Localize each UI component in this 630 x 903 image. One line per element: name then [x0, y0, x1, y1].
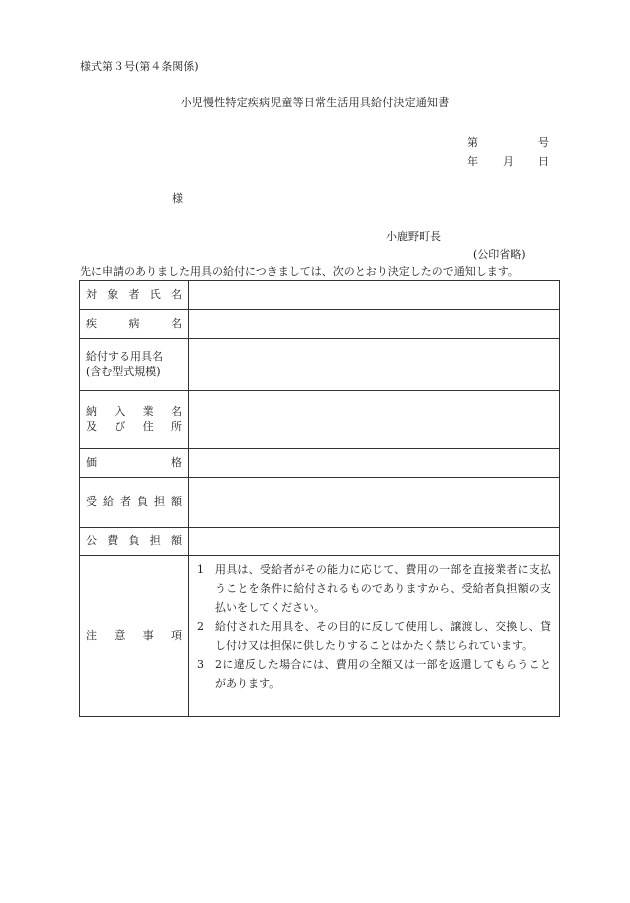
value-price[interactable]	[189, 449, 560, 478]
label-char: 及	[86, 419, 97, 433]
note-number: 2	[197, 620, 204, 633]
label-supplier	[80, 391, 189, 449]
label-char: 価	[86, 455, 97, 469]
number-suffix: 号	[538, 136, 549, 149]
label-price	[80, 449, 189, 478]
label-char: 意	[114, 628, 126, 642]
intro-text: 先に申請のありました用具の給付につきましては、次のとおり決定したので通知します。	[80, 265, 519, 278]
date-year-label: 年	[467, 155, 478, 168]
label-char: 担	[149, 534, 161, 548]
date-month-label: 月	[503, 155, 514, 168]
label-char: 業	[142, 404, 154, 418]
label-char: 負	[137, 495, 148, 509]
label-char: 額	[171, 534, 182, 548]
number-prefix: 第	[467, 136, 478, 149]
label-char: 氏	[149, 287, 161, 301]
label-char: 注	[86, 628, 97, 642]
note-number: 3	[197, 658, 204, 671]
label-char: 格	[171, 455, 182, 469]
table-row	[80, 339, 560, 391]
label-equipment-name	[80, 339, 189, 391]
value-disease-name[interactable]	[189, 310, 560, 339]
value-recipient-burden[interactable]	[189, 478, 560, 528]
label-char: 疾	[86, 316, 97, 330]
note-item	[197, 617, 551, 655]
label-char: 者	[120, 495, 131, 509]
value-recipient-name[interactable]	[189, 281, 560, 310]
label-char: 公	[86, 534, 97, 548]
label-char: 対	[86, 287, 97, 301]
value-equipment-name[interactable]	[189, 339, 560, 391]
note-text: 2に違反した場合には、費用の全額又は一部を返還してもらうことがあります。	[215, 658, 551, 690]
value-public-burden[interactable]	[189, 528, 560, 556]
label-char: 名	[171, 316, 182, 330]
label-char: 名	[171, 287, 182, 301]
note-item	[197, 560, 551, 617]
table-row	[80, 528, 560, 556]
label-char: 者	[128, 287, 140, 301]
label-char: 項	[170, 628, 182, 642]
label-line: 給付する用具名	[86, 349, 163, 363]
label-char: 事	[142, 628, 154, 642]
label-char: 受	[86, 495, 97, 509]
label-notes	[80, 556, 189, 717]
table-row	[80, 478, 560, 528]
label-char: 病	[128, 316, 140, 330]
note-number: 1	[197, 563, 204, 576]
label-char: 費	[107, 534, 119, 548]
label-char: 額	[171, 495, 182, 509]
label-char: 名	[170, 404, 182, 418]
table-row	[80, 310, 560, 339]
date-day-label: 日	[538, 155, 549, 168]
label-line: (含む型式規模)	[86, 364, 161, 378]
label-char: 所	[170, 419, 182, 433]
note-item	[197, 655, 551, 693]
label-char: 担	[154, 495, 165, 509]
label-char: 象	[107, 287, 119, 301]
label-char: 住	[142, 419, 154, 433]
label-recipient-burden	[80, 478, 189, 528]
label-char: 入	[114, 404, 126, 418]
value-supplier[interactable]	[189, 391, 560, 449]
label-char: 負	[128, 534, 140, 548]
addressee-honorific: 様	[172, 192, 183, 205]
label-disease-name	[80, 310, 189, 339]
seal-note: (公印省略)	[473, 248, 526, 261]
label-public-burden	[80, 528, 189, 556]
label-recipient-name	[80, 281, 189, 310]
label-char: 納	[86, 404, 97, 418]
table-row	[80, 391, 560, 449]
label-char: 給	[103, 495, 114, 509]
table-row	[80, 449, 560, 478]
note-text: 給付された用具を、その目的に反して使用し、譲渡し、交換し、貸し付け又は担保に供したりすることはかたく禁じられています。	[215, 620, 551, 652]
document-title: 小児慢性特定疾病児童等日常生活用具給付決定通知書	[180, 96, 450, 109]
table-row	[80, 556, 560, 717]
notification-table	[79, 280, 560, 717]
label-char: び	[114, 419, 126, 433]
form-number: 様式第３号(第４条関係)	[80, 60, 199, 73]
note-text: 用具は、受給者がその能力に応じて、費用の一部を直接業者に支払うことを条件に給付されるものでありますから、受給者負担額の支払いをしてください。	[215, 563, 551, 614]
notes-content	[189, 556, 560, 717]
table-row	[80, 281, 560, 310]
issuer-name: 小鹿野町長	[386, 230, 441, 243]
